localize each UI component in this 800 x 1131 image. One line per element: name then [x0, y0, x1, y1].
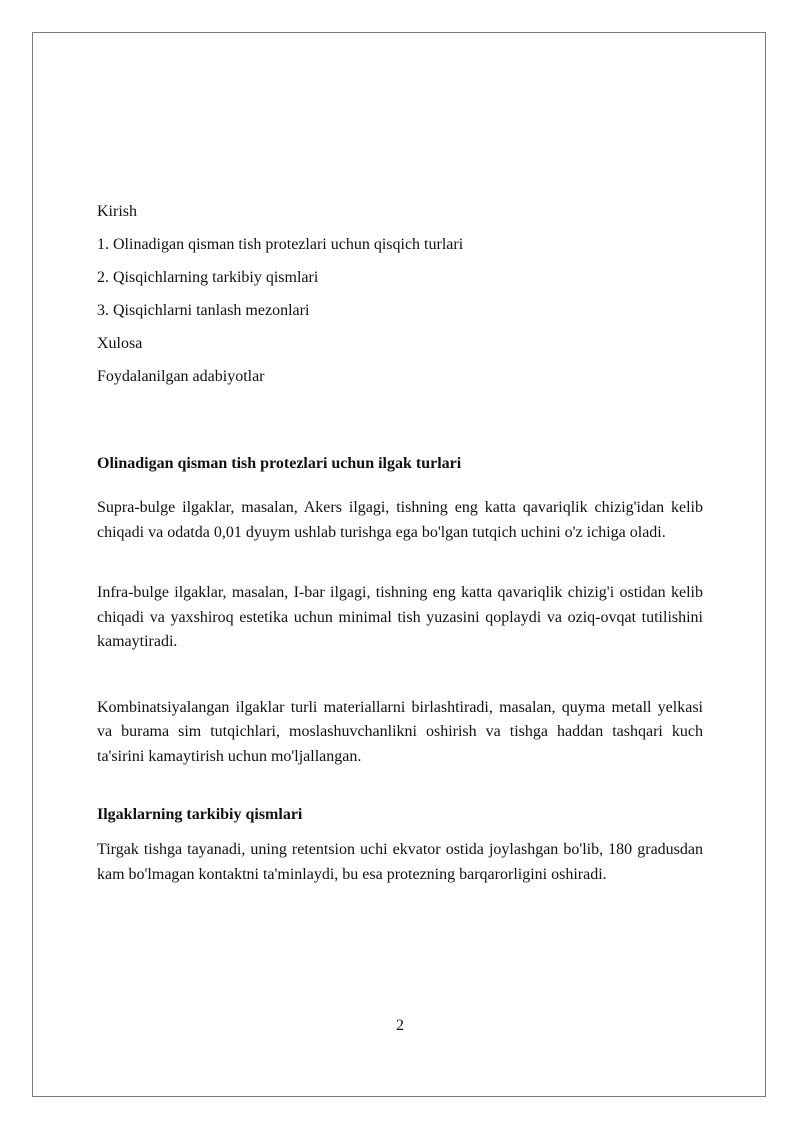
paragraph-supra-bulge: Supra-bulge ilgaklar, masalan, Akers ilgagi, tishning eng katta qavariqlik chizig'idan kelib chiqadi va odatda 0,01 dyuym ushlab turishga ega bo'lgan tutqich uchini o'z ichiga oladi.: [97, 499, 703, 541]
page-number: 2: [396, 1017, 404, 1034]
toc-item-1: 1. Olinadigan qisman tish protezlari uchun qisqich turlari: [97, 236, 464, 253]
toc-item-references: Foydalanilgan adabiyotlar: [97, 368, 265, 385]
section-heading-components: Ilgaklarning tarkibiy qismlari: [97, 806, 303, 823]
paragraph-rest-component: Tirgak tishga tayanadi, uning retentsion uchi ekvator ostida joylashgan bo'lib, 180 gradusdan kam bo'lmagan kontaktni ta'minlaydi, bu esa protezning barqarorligini oshiradi.: [97, 841, 703, 883]
table-of-contents: [97, 198, 703, 396]
document-body: [97, 198, 703, 887]
toc-item-intro: Kirish: [97, 203, 137, 220]
paragraph-infra-bulge: Infra-bulge ilgaklar, masalan, I-bar ilgagi, tishning eng katta qavariqlik chizig'i ostidan kelib chiqadi va yaxshiroq estetika uchun minimal tish yuzasini qoplaydi va oziq-ovqat tutilishini kamaytiradi.: [97, 584, 703, 650]
section-heading-clasp-types: Olinadigan qisman tish protezlari uchun ilgak turlari: [97, 455, 462, 472]
toc-item-conclusion: Xulosa: [97, 335, 143, 352]
toc-item-3: 3. Qisqichlarni tanlash mezonlari: [97, 302, 310, 319]
toc-item-2: 2. Qisqichlarning tarkibiy qismlari: [97, 269, 319, 286]
paragraph-combination: Kombinatsiyalangan ilgaklar turli materiallarni birlashtiradi, masalan, quyma metall yelkasi va burama sim tutqichlari, moslashuvchanlikni oshirish va tishga haddan tashqari kuch ta'sirini kamaytirish uchun mo'ljallangan.: [97, 698, 703, 765]
